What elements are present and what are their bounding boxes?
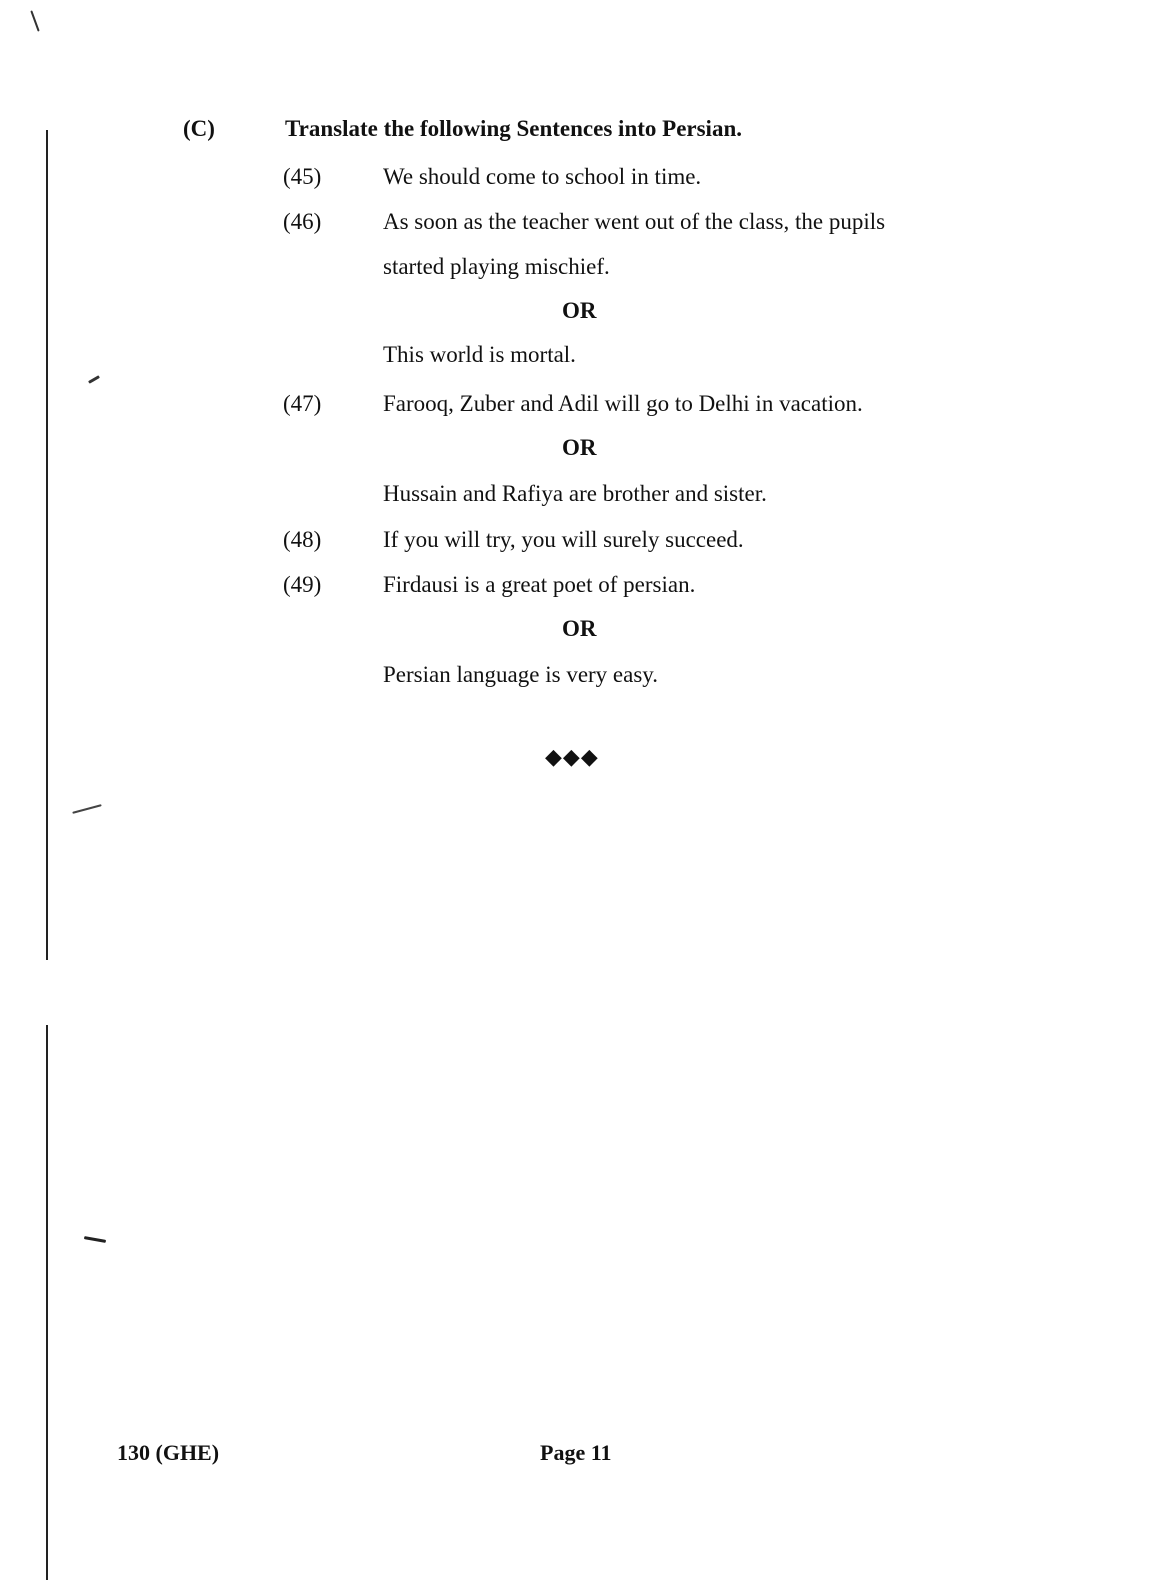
question-text: Firdausi is a great poet of persian. [383, 572, 696, 597]
page-number: Page 11 [540, 1440, 612, 1465]
question-alternative: Persian language is very easy. [383, 662, 659, 687]
paper-code: 130 (GHE) [117, 1440, 220, 1465]
section-heading: Translate the following Sentences into Persian. [285, 116, 742, 141]
or-separator: OR [562, 435, 597, 460]
question-text: Farooq, Zuber and Adil will go to Delhi in vacation. [383, 391, 863, 416]
scan-margin-line [46, 130, 48, 960]
scan-mark [30, 10, 39, 31]
question-number: (45) [283, 164, 322, 189]
question-number: (48) [283, 527, 322, 552]
scan-mark [72, 804, 101, 814]
question-text: As soon as the teacher went out of the class, the pupils [383, 209, 886, 234]
section-label: (C) [183, 116, 215, 141]
or-separator: OR [562, 298, 597, 323]
scan-mark [88, 375, 100, 384]
question-number: (46) [283, 209, 322, 234]
scan-mark [84, 1236, 106, 1243]
question-alternative: Hussain and Rafiya are brother and sister. [383, 481, 767, 506]
question-text: If you will try, you will surely succeed. [383, 527, 744, 552]
question-number: (47) [283, 391, 322, 416]
end-ornament: ◆◆◆ [545, 744, 599, 769]
question-text-continuation: started playing mischief. [383, 254, 610, 279]
question-alternative: This world is mortal. [383, 342, 576, 367]
scan-margin-line [46, 1025, 48, 1580]
question-number: (49) [283, 572, 322, 597]
or-separator: OR [562, 616, 597, 641]
question-text: We should come to school in time. [383, 164, 702, 189]
